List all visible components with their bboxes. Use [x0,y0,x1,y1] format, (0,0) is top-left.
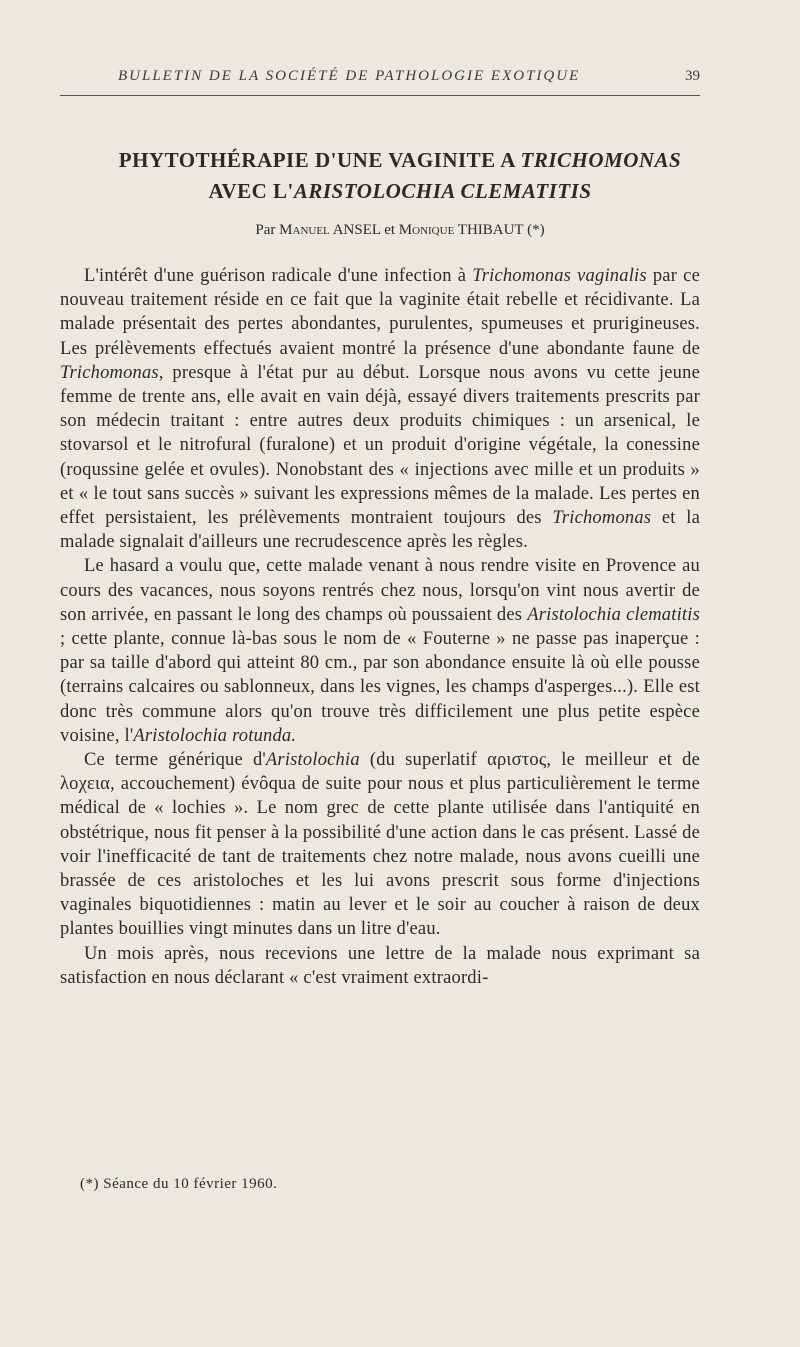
text: (du superlatif [359,750,488,771]
article-body [60,264,700,990]
text: Ce terme générique d' [84,750,266,771]
italic-term: Trichomonas vaginalis [472,266,647,286]
byline-par: Par [255,222,280,238]
text: Le hasard a voulu que, cette malade venant à nous rendre visite en Provence au cours des vacances, nous soyons rentrés chez nous, lorsqu'on vint nous avertir de son arrivée, en passant le long des champs où poussaient des [60,556,700,625]
author1-last: ANSEL [329,222,381,238]
paragraph-4 [60,942,700,990]
author1-first: Manuel [279,222,330,238]
italic-term: Aristolochia rotunda. [133,725,297,746]
title-text: PHYTOTHÉRAPIE D'UNE VAGINITE A [118,148,521,172]
text: ; cette plante, connue là-bas sous le nom de « Fouterne » ne passe pas inaperçue : par sa taille d'abord qui atteint 80 cm., par son abondance ensuite là où elle pousse (terrains calcaires ou sablonneux, dans les vignes, les champs d'asperges...). Elle est donc très commune alors qu'on trouve très difficilement une plus petite espèce voisine, l' [60,629,700,746]
title-text: AVEC L' [208,179,294,203]
journal-title: BULLETIN DE LA SOCIÉTÉ DE PATHOLOGIE EXOTIQUE [118,68,581,84]
text: et la malade signalait d'ailleurs une recrudescence après les règles. [60,508,700,553]
italic-term: Trichomonas [60,362,159,383]
italic-term: Trichomonas [552,508,652,529]
paragraph-2 [60,554,700,748]
footnote-marker: (*) [523,222,545,238]
paragraph-1 [60,264,700,554]
text: , presque à l'état pur au début. Lorsque nous avons vu cette jeune femme de trente ans, elle avait en vain déjà, essayé divers traitements prescrits par son médecin traitant : entre autres deux produits chimiques : un arsenical, le stovarsol et le nitrofural (furalone) et un produit d'origine végétale, la conessine (roqussine gelée et ovules). Nonobstant des « injections avec mille et un produits » et « le tout sans succès » suivant les expressions mêmes de la malade. Les pertes en effet persistaient, les prélèvements montraient toujours des [60,362,700,529]
text: , accouchement) évôqua de suite pour nous et plus particulièrement le terme médical de « lochies ». Le nom grec de cette plante utilisée dans l'antiquité en obstétrique, nous fit penser à la possibilité d'une action dans le cas présent. Lassé de voir l'inefficacité de tant de traitements chez notre malade, nous avons cueilli une brassée de ces aristoloches et les lui avons prescrit sous forme d'injections vaginales biquotidiennes : matin au lever et le soir au coucher à raison de deux plantes bouillies vingt minutes dans un litre d'eau. [60,774,700,940]
byline [0,222,800,239]
byline-and: et [380,222,399,238]
title-line-2 [0,176,800,207]
text: par ce nouveau traitement réside en ce fait que la vaginite était rebelle et récidivante. La malade présentait des pertes abondantes, purulentes, spumeuses et prurigineuses. Les prélèvements effectués avaient montré la présence d'une abondante faune de [60,266,700,359]
greek-word: αριστος [487,750,547,771]
text: L'intérêt d'une guérison radicale d'une infection à [84,266,473,286]
article-title [0,145,800,207]
author2-first: Monique [398,222,455,238]
text: , le meilleur et de [546,750,700,771]
greek-word: λοχεια [60,774,111,795]
author2-last: THIBAUT [454,222,524,238]
paragraph-3 [60,748,700,942]
page-number: 39 [685,68,700,84]
header-rule [60,95,700,96]
italic-term: Aristolochia [265,750,360,771]
text: Un mois après, nous recevions une lettre de la malade nous exprimant sa satisfaction en nous déclarant « c'est vraiment extraordi- [60,943,700,988]
running-header [60,68,700,98]
title-italic: TRICHOMONAS [520,148,682,172]
footnote: (*) Séance du 10 février 1960. [80,1176,278,1192]
italic-term: Aristolochia clematitis [527,604,700,625]
title-line-1 [0,145,800,176]
title-italic: ARISTOLOCHIA CLEMATITIS [293,179,592,203]
